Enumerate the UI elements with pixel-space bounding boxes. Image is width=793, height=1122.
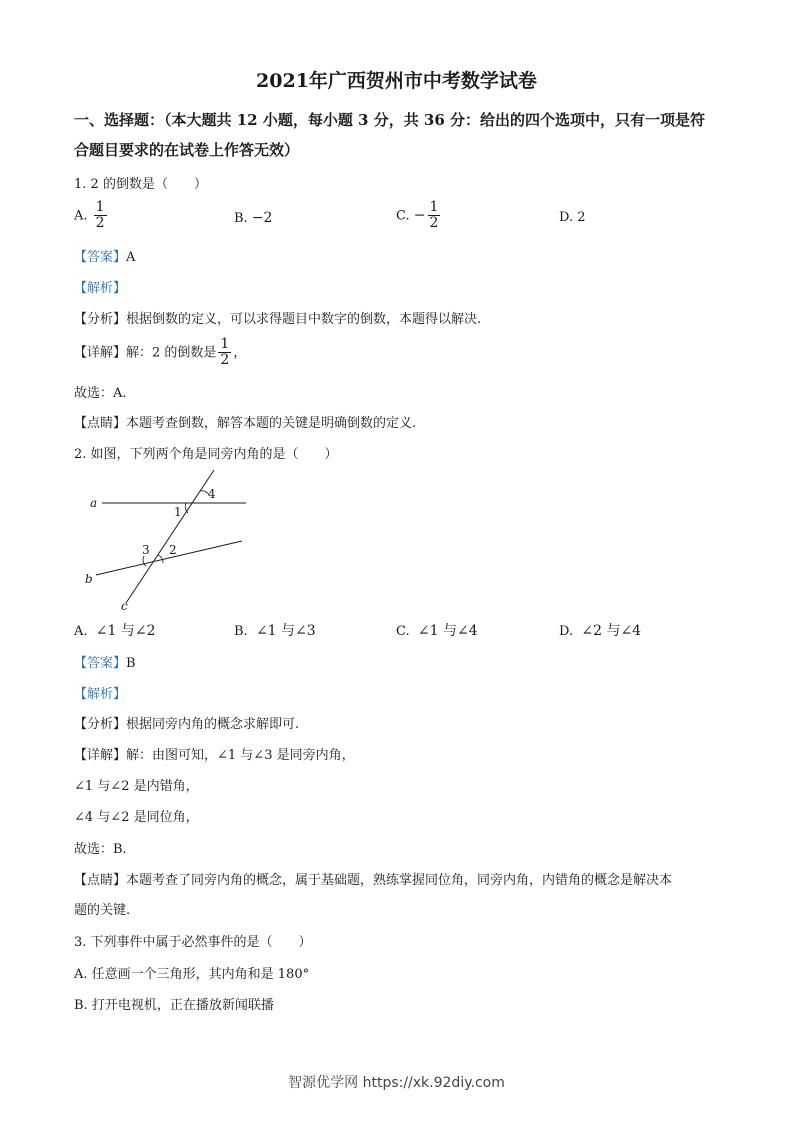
q3-option-b: B. 打开电视机，正在播放新闻联播 — [74, 998, 274, 1013]
q1-option-c-fraction: $\frac{1}{2}$ — [429, 199, 439, 232]
q1-option-c: C. − $\frac{1}{2}$ — [396, 199, 439, 232]
q1-detail-fraction: $\frac{1}{2}$ — [220, 336, 230, 369]
q1-detail: 【详解】解：2 的倒数是 $\frac{1}{2}$ ， — [74, 336, 247, 369]
q2-answer: 【答案】B — [74, 656, 136, 671]
q1-option-a-label: A. — [74, 208, 88, 224]
q2-option-b: B. ∠1 与∠3 — [234, 623, 316, 639]
section-heading-line1: 一、选择题：（本大题共 12 小题，每小题 3 分，共 36 分：给出的四个选项中，只有一项是符 — [74, 111, 706, 129]
q2-figure — [74, 465, 274, 615]
q1-option-b: B. −2 — [234, 210, 273, 226]
q1-option-a — [74, 200, 109, 232]
q2-option-c: C. ∠1 与∠4 — [396, 623, 478, 639]
q1-option-b-value: −2 — [251, 210, 273, 226]
q2-detail-1: 【详解】解：由图可知，∠1 与∠3 是同旁内角， — [74, 748, 355, 763]
angle2-arc — [158, 555, 163, 563]
label-angle1: 1 — [174, 505, 182, 519]
q1-option-a-fraction: $\frac{1}{2}$ — [95, 199, 105, 232]
q1-comment: 【点睛】本题考查倒数，解答本题的关键是明确倒数的定义. — [74, 416, 417, 431]
q3-option-a: A. 任意画一个三角形，其内角和是 180° — [74, 967, 310, 982]
q2-comment-1: 【点睛】本题考查了同旁内角的概念，属于基础题，熟练掌握同位角，同旁内角，内错角的概念是解决本 — [74, 873, 673, 888]
q2-choose: 故选：B. — [74, 842, 127, 857]
section-heading-line2: 合题目要求的在试卷上作答无效） — [74, 141, 300, 159]
q1-stem: 1. 2 的倒数是（ ） — [74, 177, 207, 192]
label-angle3: 3 — [142, 543, 150, 557]
label-c: c — [121, 599, 128, 613]
q2-comment-2: 题的关键. — [74, 903, 131, 918]
angle1-arc — [185, 503, 188, 513]
label-b: b — [85, 572, 93, 586]
angle3-arc — [143, 556, 146, 566]
q2-option-d: D. ∠2 与∠4 — [559, 623, 642, 639]
q2-detail-3: ∠4 与∠2 是同位角， — [74, 810, 199, 825]
q2-stem: 2. 如图，下列两个角是同旁内角的是（ ） — [74, 447, 338, 462]
label-a: a — [90, 496, 98, 510]
q1-fenxi: 【分析】根据倒数的定义，可以求得题目中数字的倒数，本题得以解决. — [74, 312, 482, 327]
q1-analysis-tag: 【解析】 — [74, 281, 127, 296]
label-angle2: 2 — [169, 543, 177, 557]
q2-option-a: A. ∠1 与∠2 — [74, 623, 156, 639]
q1-option-d-value: 2 — [577, 210, 586, 225]
label-angle4: 4 — [208, 487, 216, 501]
q1-option-d: D. 2 — [559, 210, 586, 225]
q2-fenxi: 【分析】根据同旁内角的概念求解即可. — [74, 717, 300, 732]
line-c — [126, 470, 214, 603]
q1-answer: 【答案】A — [74, 250, 136, 265]
q2-detail-2: ∠1 与∠2 是内错角， — [74, 779, 199, 794]
footer-watermark: 智源优学网 https://xk.92diy.com — [288, 1075, 505, 1091]
page-title: 2021年广西贺州市中考数学试卷 — [256, 70, 537, 92]
q3-stem: 3. 下列事件中属于必然事件的是（ ） — [74, 935, 312, 950]
q1-answer-tag: 【答案】 — [74, 250, 127, 265]
q1-choose: 故选：A. — [74, 386, 127, 401]
q2-analysis-tag: 【解析】 — [74, 687, 127, 702]
